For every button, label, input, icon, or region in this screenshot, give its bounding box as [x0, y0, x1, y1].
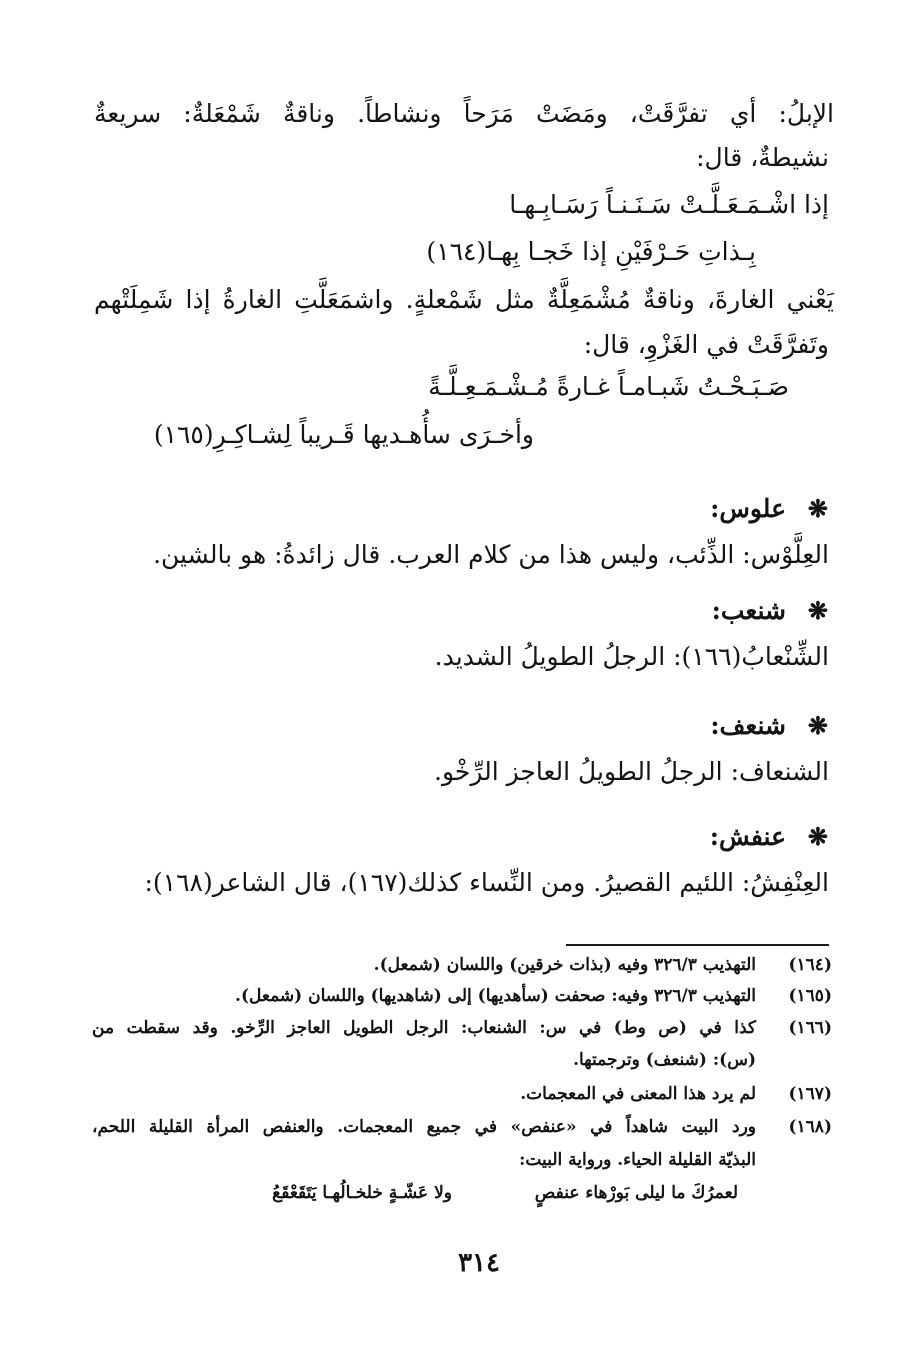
verse-line: بِـذاتِ حَـرْفَيْنِ إذا خَجـا بِهـا(١٦٤) [426, 237, 756, 266]
entry-headword: عنفش: [709, 822, 786, 851]
star-ornament: ❋ [807, 711, 828, 740]
text-line: يَعْني الغارةَ، وناقةٌ مُشْمَعِلَّةٌ مثل شَمْعلةٍ. واشمَعَلَّتِ الغارةُ إذا شَمِلَتْهم [94, 285, 834, 314]
footnote-continuation: (س): (شنعف) وترجمتها. [573, 1050, 756, 1070]
entry-text: الشِّنْعابُ(١٦٦): الرجلُ الطويلُ الشديد. [434, 642, 829, 671]
star-ornament: ❋ [807, 596, 828, 625]
text-line: نشيطةٌ، قال: [696, 143, 829, 172]
footnote-divider [566, 944, 829, 946]
text-line: وتَفرَّقَتْ في الغَزْوِ، قال: [583, 330, 829, 359]
verse-line: صَـبَـحْـتُ شَبـامـاً غـارةً مُـشْـمَـعِـلَّـةً [428, 372, 789, 401]
footnote-text: التهذيب ٣٢٦/٣ وفيه: صحفت (سأهديها) إلى (شاهديها) واللسان (شمعل). [235, 986, 756, 1006]
entry-headword: شنعب: [711, 596, 786, 625]
footnote-continuation: البذيّة القليلة الحياء. ورواية البيت: [519, 1150, 756, 1170]
footnote-number: (١٦٥) [788, 986, 832, 1006]
footnote-text: كذا في (ص وط) في س: الشنعاب: الرجل الطويل العاجز الرِّخو. وقد سقطت من [92, 1018, 756, 1038]
footnote-text: التهذيب ٣٢٦/٣ وفيه (بذات خرقين) واللسان (شمعل). [373, 955, 756, 975]
footnote-number: (١٦٦) [788, 1018, 832, 1038]
entry-headword: شنعف: [710, 711, 786, 740]
footnote-number: (١٦٤) [788, 955, 832, 975]
page-number: ٣١٤ [458, 1248, 500, 1278]
footnote-number: (١٦٨) [788, 1117, 832, 1137]
entry-text: العِلَّوْس: الذِّئب، وليس هذا من كلام العرب. قال زائدةُ: هو بالشين. [153, 540, 829, 569]
entry-text: الشنعاف: الرجلُ الطويلُ العاجز الرِّخْو. [434, 757, 829, 786]
star-ornament: ❋ [807, 494, 828, 523]
verse-line: إذا اشْـمَـعَـلَّـتْ سَـنَـنـاً رَسَـابِـهـا [509, 190, 829, 219]
text-line: الإبلُ: أي تفرَّقَتْ، ومَضَتْ مَرَحاً ونشاطاً. وناقةٌ شَمْعَلةٌ: سريعةٌ [94, 99, 834, 128]
entry-headword: علوس: [710, 494, 786, 523]
verse-line: وأخـرَى سأُهـديها قَـريباً لِشـاكِـرِ(١٦٥) [153, 420, 534, 449]
footnote-number: (١٦٧) [788, 1084, 832, 1104]
star-ornament: ❋ [807, 822, 828, 851]
footnote-verse-first-half: لعمرُكَ ما ليلى بَورْهاء عنفصٍ [534, 1183, 738, 1203]
footnote-text: ورد البيت شاهداً في «عنفص» في جميع المعجمات. والعنفص المرأة القليلة اللحم، [92, 1117, 756, 1137]
footnote-verse-second-half: ولا عَشّـةٍ خلخـالُهـا يَتَقَعْقَعُ [272, 1183, 452, 1203]
footnote-text: لم يرد هذا المعنى في المعجمات. [520, 1084, 756, 1104]
entry-text: العِنْفِشُ: اللئيم القصيرُ. ومن النِّساء كذلك(١٦٧)، قال الشاعر(١٦٨): [144, 868, 829, 897]
